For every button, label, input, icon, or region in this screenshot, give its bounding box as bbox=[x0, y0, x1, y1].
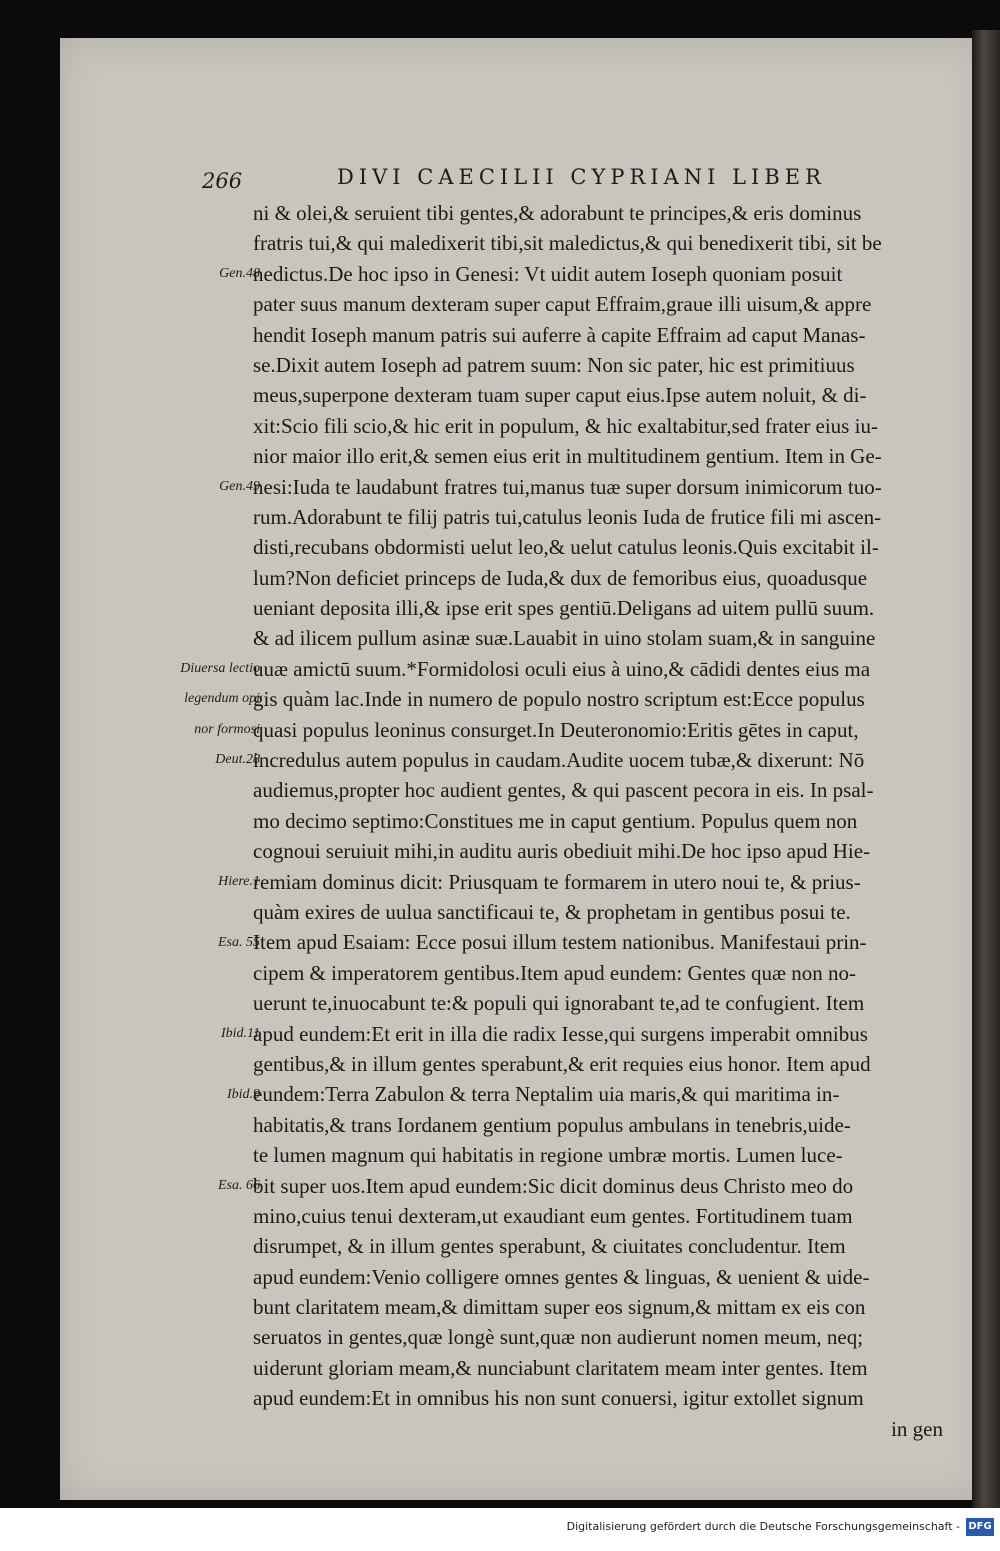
text-line: uuæ amictū suum.*Formidolosi oculi eius à uino,& cādidi dentes eius ma bbox=[253, 656, 871, 681]
margin-note: Deut.28 bbox=[215, 752, 260, 768]
margin-note: Esa. 66 bbox=[218, 1177, 260, 1193]
running-title: DIVI CAECILII CYPRIANI LIBER bbox=[337, 165, 826, 189]
text-line: habitatis,& trans Iordanem gentium populus ambulans in tenebris,uide- bbox=[253, 1112, 851, 1137]
text-line: uerunt te,inuocabunt te:& populi qui ignorabant te,ad te confugient. Item bbox=[253, 991, 865, 1016]
text-line: mo decimo septimo:Constitues me in caput gentium. Populus quem non bbox=[253, 808, 858, 833]
text-line: te lumen magnum qui habitatis in regione umbræ mortis. Lumen luce- bbox=[253, 1143, 843, 1168]
text-line: mino,cuius tenui dexteram,ut exaudiant eum gentes. Fortitudinem tuam bbox=[253, 1203, 853, 1228]
text-line: ueniant deposita illi,& ipse erit spes gentiū.Deligans ad uitem pullū suum. bbox=[253, 596, 875, 621]
text-line: incredulus autem populus in caudam.Audite uocem tubæ,& dixerunt: Nō bbox=[253, 748, 865, 773]
text-line: remiam dominus dicit: Priusquam te formarem in utero noui te, & prius- bbox=[253, 869, 861, 894]
footer-bar bbox=[0, 1508, 1000, 1551]
text-line: & ad ilicem pullum asinæ suæ.Lauabit in uino stolam suam,& in sanguine bbox=[253, 626, 876, 651]
page-gutter bbox=[972, 30, 1000, 1510]
text-line: disti,recubans obdormisti uelut leo,& uelut catulus leonis.Quis excitabit il- bbox=[253, 535, 879, 560]
text-line: disrumpet, & in illum gentes sperabunt, & ciuitates concludentur. Item bbox=[253, 1234, 846, 1259]
page-number: 266 bbox=[202, 169, 243, 193]
text-line: apud eundem:Et erit in illa die radix Iesse,qui surgens imperabit omnibus bbox=[253, 1021, 868, 1046]
text-line: bunt claritatem meam,& dimittam super eos signum,& mittam ex eis con bbox=[253, 1295, 866, 1320]
margin-note: Gen.49 bbox=[219, 478, 260, 494]
margin-note: Ibid.11 bbox=[220, 1025, 260, 1041]
text-line: se.Dixit autem Ioseph ad patrem suum: Non sic pater, hic est primitiuus bbox=[253, 352, 855, 377]
text-line: nior maior illo erit,& semen eius erit in multitudinem gentium. Item in Ge- bbox=[253, 444, 882, 469]
text-line: uiderunt gloriam meam,& nunciabunt claritatem meam inter gentes. Item bbox=[253, 1355, 868, 1380]
margin-note: Hiere.1 bbox=[218, 873, 260, 889]
text-line: xit:Scio fili scio,& hic erit in populum, & hic exaltabitur,sed frater eius iu- bbox=[253, 413, 878, 438]
text-line: in gen bbox=[891, 1416, 943, 1441]
text-line: cipem & imperatorem gentibus.Item apud eundem: Gentes quæ non no- bbox=[253, 960, 857, 985]
text-line: quàm exires de uulua sanctificaui te, & prophetam in gentibus posui te. bbox=[253, 899, 851, 924]
text-line: nesi:Iuda te laudabunt fratres tui,manus tuæ super dorsum inimicorum tuo- bbox=[253, 474, 882, 499]
margin-note: legendum opi bbox=[184, 691, 260, 707]
text-line: bit super uos.Item apud eundem:Sic dicit dominus deus Christo meo do bbox=[253, 1173, 854, 1198]
text-line: meus,superpone dexteram tuam super caput eius.Ipse autem noluit, & di- bbox=[253, 383, 867, 408]
text-line: gis quàm lac.Inde in numero de populo nostro scriptum est:Ecce populus bbox=[253, 687, 865, 712]
text-line: fratris tui,& qui maledixerit tibi,sit maledictus,& qui benedixerit tibi, sit be bbox=[253, 231, 882, 256]
text-line: apud eundem:Et in omnibus his non sunt conuersi, igitur extollet signum bbox=[253, 1386, 864, 1411]
text-line: hendit Ioseph manum patris sui auferre à capite Effraim ad caput Manas- bbox=[253, 322, 866, 347]
text-line: nedictus.De hoc ipso in Genesi: Vt uidit autem Ioseph quoniam posuit bbox=[253, 261, 843, 286]
margin-note: Ibid.9 bbox=[226, 1086, 260, 1102]
text-line: audiemus,propter hoc audient gentes, & qui pascent pecora in eis. In psal- bbox=[253, 778, 874, 803]
text-line: eundem:Terra Zabulon & terra Neptalim uia maris,& qui maritima in- bbox=[253, 1082, 840, 1107]
text-line: seruatos in gentes,quæ longè sunt,quæ non audierunt nomen meum, neq; bbox=[253, 1325, 864, 1350]
text-line: lum?Non deficiet princeps de Iuda,& dux de femoribus eius, quoadusque bbox=[253, 565, 868, 590]
margin-note: nor formosi bbox=[194, 721, 260, 737]
text-line: rum.Adorabunt te filij patris tui,catulus leonis Iuda de frutice fili mi ascen- bbox=[253, 504, 882, 529]
text-line: apud eundem:Venio colligere omnes gentes & linguas, & uenient & uide- bbox=[253, 1264, 870, 1289]
text-line: ni & olei,& seruient tibi gentes,& adorabunt te principes,& eris dominus bbox=[253, 201, 862, 225]
margin-note: Diuersa lectio bbox=[180, 661, 260, 676]
body-text bbox=[253, 198, 963, 1444]
text-line: gentibus,& in illum gentes sperabunt,& erit requies eius honor. Item apud bbox=[253, 1051, 871, 1076]
text-line: pater suus manum dexteram super caput Effraim,graue illi uisum,& appre bbox=[253, 292, 872, 317]
dfg-logo-icon: DFG bbox=[966, 1518, 994, 1536]
margin-note: Gen.48 bbox=[219, 265, 260, 281]
text-line: Item apud Esaiam: Ecce posui illum testem nationibus. Manifestaui prin- bbox=[253, 930, 867, 955]
funding-credit: Digitalisierung gefördert durch die Deutsche Forschungsgemeinschaft - bbox=[566, 1520, 960, 1533]
text-line: quasi populus leoninus consurget.In Deuteronomio:Eritis gētes in caput, bbox=[253, 717, 859, 742]
text-line: cognoui seruiuit mihi,in auditu auris obediuit mihi.De hoc ipso apud Hie- bbox=[253, 839, 871, 864]
margin-note: Esa. 55 bbox=[218, 934, 260, 950]
running-head bbox=[202, 165, 842, 197]
